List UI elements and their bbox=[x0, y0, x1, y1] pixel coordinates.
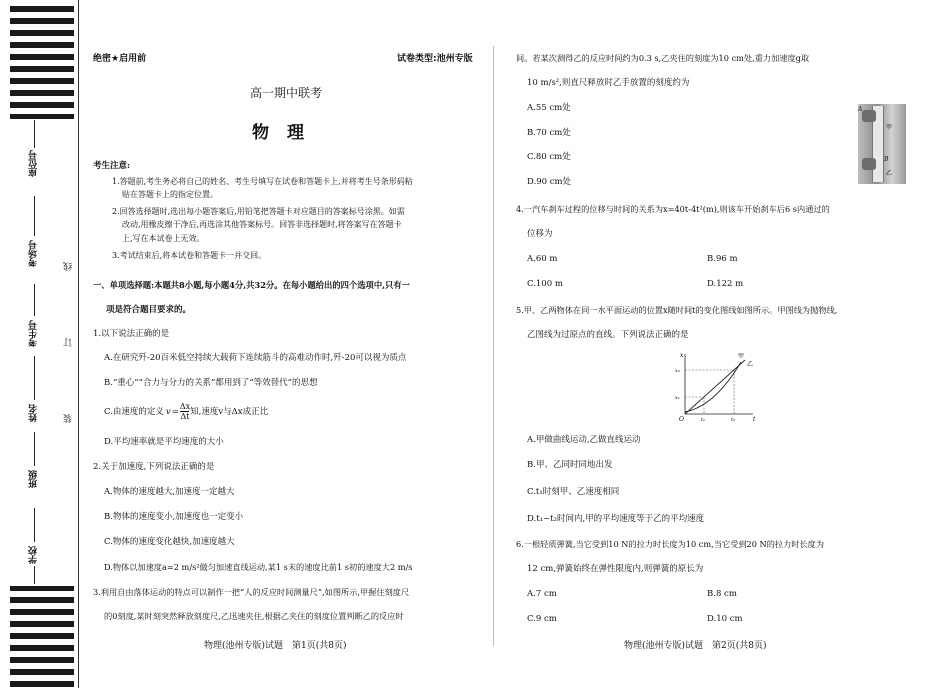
q5-option-c: C.t₁时刻甲、乙速度相同 bbox=[527, 487, 620, 497]
graph-x-label: x bbox=[680, 352, 684, 359]
q4-line-2: 位移为 bbox=[527, 229, 553, 239]
reaction-ruler-photo bbox=[858, 104, 906, 184]
q4-option-c: C.100 m bbox=[527, 279, 563, 289]
graph-t2-label: t₂ bbox=[731, 417, 736, 422]
q6-option-b: B.8 cm bbox=[707, 589, 737, 599]
notice-line-6: 3.考试结束后,将本试卷和答题卡一并交回。 bbox=[112, 251, 267, 260]
page-divider bbox=[493, 46, 494, 646]
graph-line-yi bbox=[685, 360, 745, 414]
notice-line-1: 1.答题前,考生务必将自己的姓名、考生号填写在试卷和答题卡上,并将考生号条形码粘 bbox=[112, 177, 413, 186]
q5-option-b: B.甲、乙同时同地出发 bbox=[527, 460, 613, 470]
q2-option-c: C.物体的速度变化越快,加速度越大 bbox=[104, 537, 235, 547]
exam-subtitle: 高一期中联考 bbox=[250, 86, 323, 100]
binding-mark-order: 订 bbox=[64, 338, 74, 347]
q2-option-d: D.物体以加速度a=2 m/s²做匀加速直线运动,某1 s末的速度比前1 s初的速度大2 m/s bbox=[104, 562, 413, 572]
graph-t1-label: t₁ bbox=[701, 417, 706, 422]
footer-left: 物理(池州专版)试题 第1页(共8页) bbox=[204, 641, 347, 651]
q6-option-d: D.10 cm bbox=[707, 614, 743, 624]
notice-line-2: 贴在答题卡上的指定位置。 bbox=[122, 190, 218, 199]
q5-line-2: 乙图线为过原点的直线。下列说法正确的是 bbox=[527, 330, 689, 340]
q3-option-b: B.70 cm处 bbox=[527, 128, 571, 138]
q3-option-d: D.90 cm处 bbox=[527, 177, 572, 187]
q3-line-4: 10 m/s²,则直尺释放时乙手放置的刻度约为 bbox=[527, 78, 690, 88]
photo-label-a: A bbox=[858, 106, 863, 113]
section-heading-line-1: 一、单项选择题:本题共8小题,每小题4分,共32分。在每小题给出的四个选项中,只有一 bbox=[93, 280, 410, 290]
q3-line-1: 3.利用自由落体运动的特点可以制作一把“人的反应时间测量尺”,如图所示,甲握住刻度尺 bbox=[93, 587, 410, 597]
notice-line-5: 上,写在本试卷上无效。 bbox=[122, 234, 205, 243]
binding-margin bbox=[0, 0, 90, 688]
footer-right: 物理(池州专版)试题 第2页(共8页) bbox=[624, 641, 767, 651]
school-label: 学校 bbox=[29, 546, 39, 564]
q1-option-c-post: 知,速度v与Δx成正比 bbox=[190, 406, 269, 417]
graph-t-label: t bbox=[753, 416, 756, 422]
q2-stem: 2.关于加速度,下列说法正确的是 bbox=[93, 462, 215, 472]
q3-line-2: 的0刻度,某时刻突然释放刻度尺,乙迅速夹住,根据乙夹住的刻度位置判断乙的反应时 bbox=[104, 611, 404, 621]
q2-option-b: B.物体的速度变小,加速度也一定变小 bbox=[104, 512, 244, 522]
photo-label-jia: 甲 bbox=[886, 124, 893, 131]
q6-line-2: 12 cm,弹簧始终在弹性限度内,则弹簧的原长为 bbox=[527, 564, 704, 574]
seat-number-label: 座位号 bbox=[29, 150, 39, 177]
q4-option-b: B.96 m bbox=[707, 254, 738, 264]
photo-label-b: B bbox=[884, 156, 889, 163]
confidential-label: 绝密★启用前 bbox=[93, 54, 147, 64]
graph-x1-label: x₁ bbox=[675, 395, 680, 401]
q1-option-c-denominator: Δt bbox=[180, 412, 190, 421]
q4-option-d: D.122 m bbox=[707, 279, 744, 289]
binding-mark-line: 线 bbox=[64, 262, 74, 271]
q4-line-1: 4.一汽车刹车过程的位移与时间的关系为x=40t-4t²(m),则该车开始刹车后6 s内通过的 bbox=[516, 204, 830, 214]
q5-xt-graph bbox=[675, 350, 757, 422]
class-label: 班级 bbox=[29, 470, 39, 488]
graph-yi-label: 乙 bbox=[747, 361, 754, 368]
q1-option-c-fraction bbox=[180, 402, 190, 421]
q1-option-c-eq: = bbox=[171, 406, 179, 417]
exam-title: 物理 bbox=[252, 123, 322, 143]
section-heading-line-2: 项是符合题目要求的。 bbox=[106, 305, 192, 315]
q1-option-c-pre: C.由速度的定义 bbox=[104, 406, 164, 417]
q3-option-c: C.80 cm处 bbox=[527, 152, 571, 162]
q1-option-c-numerator: Δx bbox=[179, 402, 191, 411]
q5-option-a: A.甲做曲线运动,乙做直线运动 bbox=[527, 435, 641, 445]
graph-origin-label: O bbox=[679, 416, 684, 422]
q4-option-a: A.60 m bbox=[527, 254, 558, 264]
q3-option-a: A.55 cm处 bbox=[527, 103, 571, 113]
q3-line-3: 间。若某次测得乙的反应时间约为0.3 s,乙夹住的刻度为10 cm处,重力加速度g取 bbox=[516, 53, 810, 63]
q6-option-a: A.7 cm bbox=[527, 589, 557, 599]
q1-option-d: D.平均速率就是平均速度的大小 bbox=[104, 437, 224, 447]
notice-line-3: 2.回答选择题时,选出每小题答案后,用铅笔把答题卡对应题目的答案标号涂黑。如需 bbox=[112, 207, 405, 216]
graph-x2-label: x₂ bbox=[675, 368, 680, 374]
q5-option-d: D.t₁~t₂时间内,甲的平均速度等于乙的平均速度 bbox=[527, 514, 705, 524]
exam-room-label: 考场号 bbox=[29, 240, 39, 267]
notice-heading: 考生注意: bbox=[93, 161, 131, 171]
binding-mark-bind: 装 bbox=[64, 414, 74, 423]
q1-option-c-var: v bbox=[165, 406, 171, 417]
photo-label-yi: 乙 bbox=[886, 170, 893, 177]
student-number-label: 考生号 bbox=[29, 320, 39, 347]
q5-line-1: 5.甲、乙两物体在同一水平面运动的位置x随时间t的变化图线如图所示。甲图线为抛物线, bbox=[516, 305, 838, 315]
name-label: 姓名 bbox=[29, 404, 39, 422]
q2-option-a: A.物体的速度越大,加速度一定越大 bbox=[104, 487, 235, 497]
q1-option-c bbox=[104, 402, 268, 421]
q1-option-b: B.“重心”“合力与分力的关系”都用到了“等效替代”的思想 bbox=[104, 378, 318, 388]
q1-stem: 1.以下说法正确的是 bbox=[93, 329, 170, 339]
notice-line-4: 改动,用橡皮擦干净后,再选涂其他答案标号。回答非选择题时,将答案写在答题卡 bbox=[122, 220, 402, 229]
q6-option-c: C.9 cm bbox=[527, 614, 557, 624]
graph-jia-label: 甲 bbox=[738, 353, 745, 360]
graph-curve-jia bbox=[685, 362, 741, 412]
q6-line-1: 6.一根轻质弹簧,当它受到10 N的拉力时长度为10 cm,当它受到20 N的拉力时长度为 bbox=[516, 539, 825, 549]
paper-type-label: 试卷类型:池州专版 bbox=[397, 54, 473, 64]
q1-option-a: A.在研究歼-20百米低空持续大载荷下连续筋斗的高难动作时,歼-20可以视为质点 bbox=[104, 353, 407, 363]
